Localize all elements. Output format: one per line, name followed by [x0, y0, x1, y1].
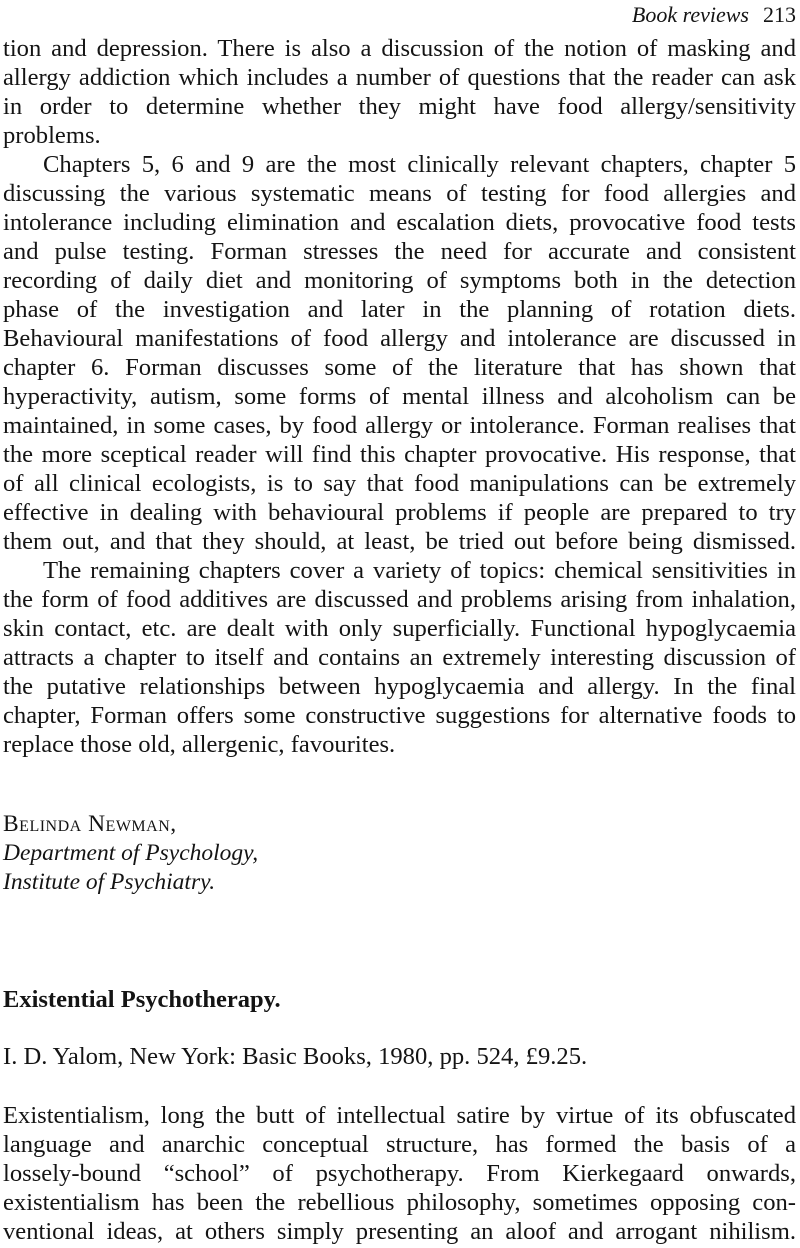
running-head-title: Book reviews: [631, 2, 749, 27]
running-head: [632, 2, 796, 28]
text-line: hyperactivity, autism, some forms of mental illness and alcoholism can be: [3, 383, 796, 410]
text-line: Chapters 5, 6 and 9 are the most clinically relevant chapters, chapter 5: [43, 151, 796, 178]
text-line: chapter 6. Forman discusses some of the literature that has shown that: [3, 354, 796, 381]
text-line: ventional ideas, at others simply presenting an aloof and arrogant nihilism.: [3, 1218, 796, 1245]
review-title: Existential Psychotherapy.: [3, 986, 281, 1013]
text-line: maintained, in some cases, by food allergy or intolerance. Forman realises that: [3, 412, 796, 439]
text-line: Existentialism, long the butt of intellectual satire by virtue of its obfuscated: [3, 1102, 796, 1129]
text-line: tion and depression. There is also a discussion of the notion of masking and: [3, 35, 796, 62]
text-line: the putative relationships between hypoglycaemia and allergy. In the final: [3, 673, 796, 700]
text-line: Behavioural manifestations of food allergy and intolerance are discussed in: [3, 325, 796, 352]
text-line: The remaining chapters cover a variety of topics: chemical sensitivities in: [43, 557, 796, 584]
text-line: intolerance including elimination and escalation diets, provocative food tests: [3, 209, 796, 236]
reviewer-department: Department of Psychology,: [3, 840, 259, 866]
bibliographic-info: I. D. Yalom, New York: Basic Books, 1980, pp. 524, £9.25.: [3, 1043, 588, 1070]
text-line: language and anarchic conceptual structure, has formed the basis of a: [3, 1131, 796, 1158]
text-line: problems.: [3, 122, 101, 149]
text-line: existentialism has been the rebellious philosophy, sometimes opposing con-: [3, 1189, 796, 1216]
text-line: the form of food additives are discussed and problems arising from inhalation,: [3, 586, 796, 613]
text-line: effective in dealing with behavioural problems if people are prepared to try: [3, 499, 796, 526]
text-line: recording of daily diet and monitoring of symptoms both in the detection: [3, 267, 796, 294]
text-line: allergy addiction which includes a number of questions that the reader can ask: [3, 64, 796, 91]
text-line: them out, and that they should, at least, be tried out before being dismissed.: [3, 528, 796, 555]
text-line: attracts a chapter to itself and contains an extremely interesting discussion of: [3, 644, 796, 671]
text-line: chapter, Forman offers some constructive suggestions for alternative foods to: [3, 702, 796, 729]
text-line: of all clinical ecologists, is to say that food manipulations can be extremely: [3, 470, 796, 497]
text-line: lossely-bound “school” of psychotherapy. From Kierkegaard onwards,: [3, 1160, 796, 1187]
text-line: phase of the investigation and later in the planning of rotation diets.: [3, 296, 796, 323]
text-line: discussing the various systematic means of testing for food allergies and: [3, 180, 796, 207]
reviewer-institution: Institute of Psychiatry.: [3, 869, 216, 895]
page-number: 213: [763, 2, 796, 27]
text-line: and pulse testing. Forman stresses the need for accurate and consistent: [3, 238, 796, 265]
text-line: skin contact, etc. are dealt with only superficially. Functional hypoglycaemia: [3, 615, 796, 642]
reviewer-name: Belinda Newman,: [3, 811, 177, 837]
text-line: the more sceptical reader will find this chapter provocative. His response, that: [3, 441, 796, 468]
text-line: in order to determine whether they might have food allergy/sensitivity: [3, 93, 796, 120]
text-line: replace those old, allergenic, favourites.: [3, 731, 396, 758]
